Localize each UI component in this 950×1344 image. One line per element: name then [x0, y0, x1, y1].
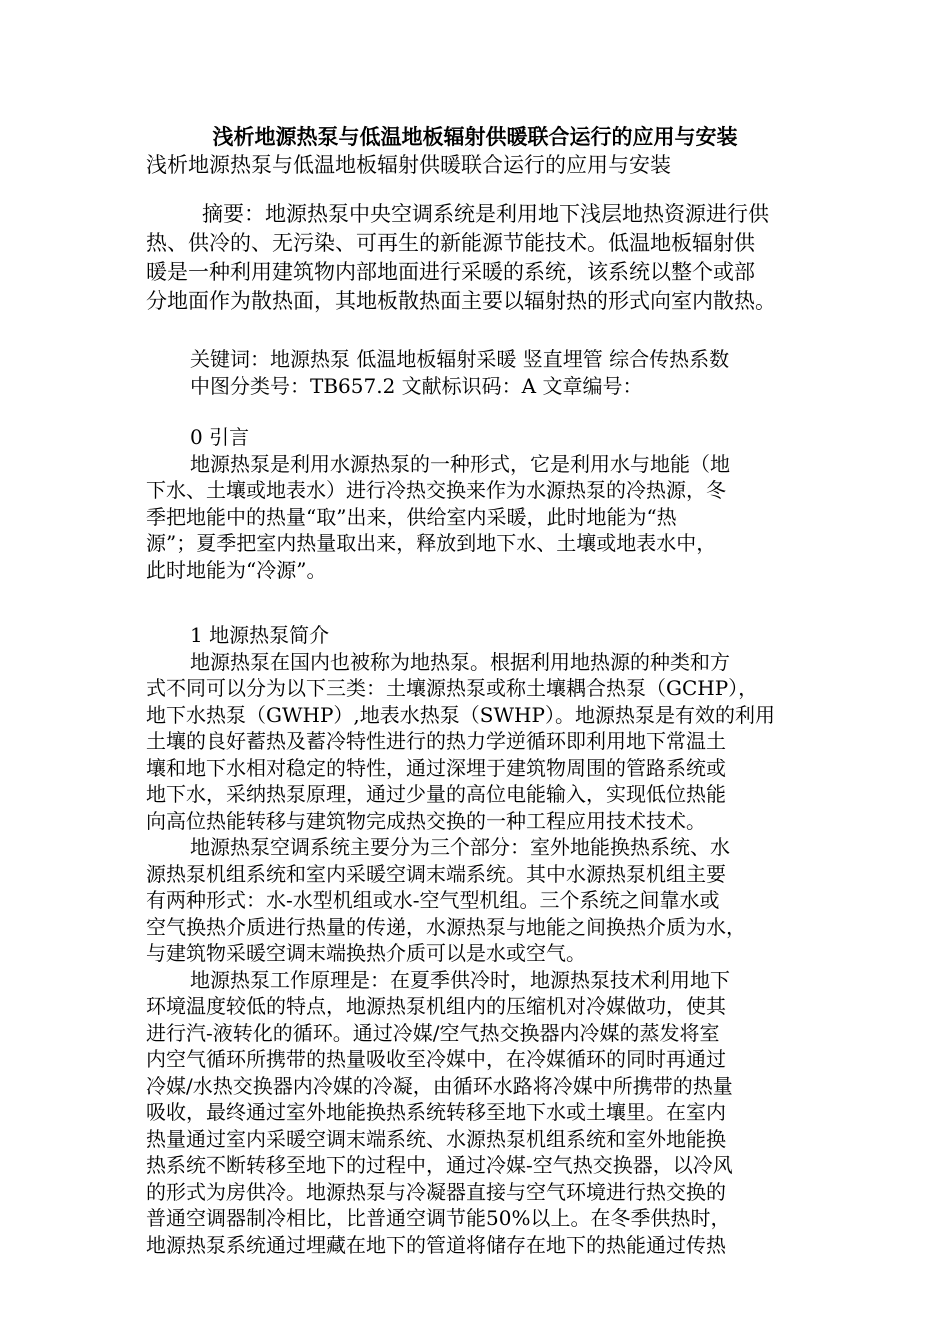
abstract-line: 分地面作为散热面，其地板散热面主要以辐射热的形式向室内散热。 — [146, 289, 776, 313]
section-1-line: 土壤的良好蓄热及蓄冷特性进行的热力学逆循环即利用地下常温土 — [146, 729, 726, 753]
section-1-line: 进行汽-液转化的循环。通过冷媒/空气热交换器内冷媒的蒸发将室 — [146, 1020, 720, 1045]
section-1-line: 与建筑物采暖空调末端换热介质可以是水或空气。 — [146, 941, 586, 965]
section-1-line: 壤和地下水相对稳定的特性，通过深埋于建筑物周围的管路系统或 — [146, 755, 726, 780]
section-1-line: 普通空调器制冷相比，比普通空调节能50%以上。在冬季供热时， — [146, 1206, 731, 1230]
section-1-line: 源热泵机组系统和室内采暖空调末端系统。其中水源热泵机组主要 — [146, 861, 726, 886]
document-title: 浅析地源热泵与低温地板辐射供暖联合运行的应用与安装 — [212, 124, 738, 149]
intro-line: 此时地能为“冷源”。 — [146, 557, 327, 582]
keywords-line: 关键词：地源热泵 低温地板辐射采暖 竖直埋管 综合传热系数 — [190, 347, 730, 371]
section-1-line: 向高位热能转移与建筑物完成热交换的一种工程应用技术技术。 — [146, 808, 706, 833]
section-1-line: 环境温度较低的特点，地源热泵机组内的压缩机对冷媒做功，使其 — [146, 994, 726, 1018]
section-1-line: 地源热泵工作原理是：在夏季供冷时，地源热泵技术利用地下 — [190, 967, 730, 992]
section-1-line: 地下水，采纳热泵原理，通过少量的高位电能输入，实现低位热能 — [146, 782, 726, 806]
intro-line: 源”；夏季把室内热量取出来，释放到地下水、土壤或地表水中， — [146, 531, 717, 555]
intro-heading: 0 引言 — [190, 425, 250, 449]
section-1-line: 地源热泵在国内也被称为地热泵。根据利用地热源的种类和方 — [190, 649, 730, 674]
document-subtitle: 浅析地源热泵与低温地板辐射供暖联合运行的应用与安装 — [146, 153, 671, 177]
keywords-block — [146, 346, 814, 399]
section-1-line: 地源热泵系统通过埋藏在地下的管道将储存在地下的热能通过传热 — [146, 1232, 726, 1257]
section-1-line: 空气换热介质进行热量的传递，水源热泵与地能之间换热介质为水， — [146, 914, 746, 939]
section-1-line: 热系统不断转移至地下的过程中，通过冷媒-空气热交换器，以冷风 — [146, 1153, 733, 1177]
intro-line: 地源热泵是利用水源热泵的一种形式，它是利用水与地能（地 — [190, 451, 730, 476]
abstract-line: 摘要：地源热泵中央空调系统是利用地下浅层地热资源进行供 — [202, 202, 769, 226]
section-1-body — [146, 649, 814, 1259]
section-1-line: 有两种形式：水-水型机组或水-空气型机组。三个系统之间靠水或 — [146, 888, 720, 912]
section-1 — [146, 622, 814, 1258]
section-1-line: 吸收，最终通过室外地能换热系统转移至地下水或土壤里。在室内 — [146, 1100, 726, 1124]
abstract-line: 暖是一种利用建筑物内部地面进行采暖的系统，该系统以整个或部 — [146, 260, 755, 284]
intro-section — [146, 424, 814, 583]
section-1-line: 内空气循环所携带的热量吸收至冷媒中，在冷媒循环的同时再通过 — [146, 1047, 726, 1071]
section-1-heading: 1 地源热泵简介 — [190, 623, 330, 647]
section-1-line: 地下水热泵（GWHP）,地表水热泵（SWHP）。地源热泵是有效的利用 — [146, 702, 775, 727]
classification-line: 中图分类号：TB657.2 文献标识码：A 文章编号： — [190, 373, 643, 398]
abstract-block — [146, 200, 814, 316]
section-1-line: 地源热泵空调系统主要分为三个部分：室外地能换热系统、水 — [190, 835, 730, 859]
section-1-line: 式不同可以分为以下三类：土壤源热泵或称土壤耦合热泵（GCHP）， — [146, 676, 759, 700]
intro-line: 季把地能中的热量“取”出来，供给室内采暖，此时地能为“热 — [146, 504, 677, 529]
section-1-line: 冷媒/水热交换器内冷媒的冷凝，由循环水路将冷媒中所携带的热量 — [146, 1073, 733, 1098]
section-1-line: 热量通过室内采暖空调末端系统、水源热泵机组系统和室外地能换 — [146, 1126, 726, 1151]
intro-line: 下水、土壤或地表水）进行冷热交换来作为水源热泵的冷热源，冬 — [146, 478, 726, 502]
abstract-line: 热、供冷的、无污染、可再生的新能源节能技术。低温地板辐射供 — [146, 231, 755, 255]
section-1-line: 的形式为房供冷。地源热泵与冷凝器直接与空气环境进行热交换的 — [146, 1179, 726, 1204]
